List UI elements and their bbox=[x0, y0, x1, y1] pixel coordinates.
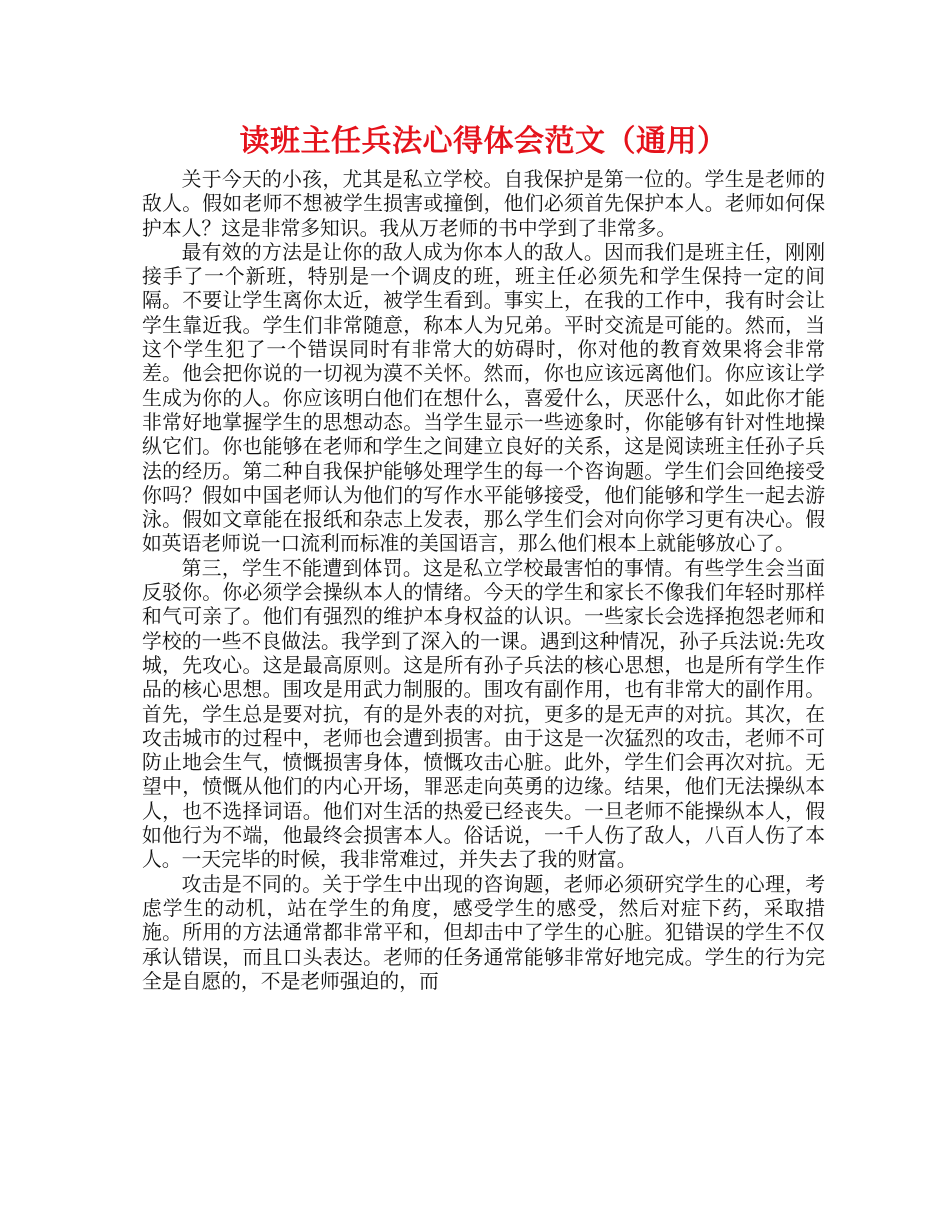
paragraph-2: 最有效的方法是让你的敌人成为你本人的敌人。因而我们是班主任，刚刚接手了一个新班，特别是一个调皮的班，班主任必须先和学生保持一定的间隔。不要让学生离你太近，被学生看到。事实上，在我的工作中，我有时会让学生靠近我。学生们非常随意，称本人为兄弟。平时交流是可能的。然而，当这个学生犯了一个错误同时有非常大的妨碍时，你对他的教育效果将会非常差。他会把你说的一切视为漠不关怀。然而，你也应该远离他们。你应该让学生成为你的人。你应该明白他们在想什么，喜爱什么，厌恶什么，如此你才能非常好地掌握学生的思想动态。当学生显示一些迹象时，你能够有针对性地操纵它们。你也能够在老师和学生之间建立良好的关系，这是阅读班主任孙子兵法的经历。第二种自我保护能够处理学生的每一个咨询题。学生们会回绝接受你吗？假如中国老师认为他们的写作水平能够接受，他们能够和学生一起去游泳。假如文章能在报纸和杂志上发表，那么学生们会对向你学习更有决心。假如英语老师说一口流利而标准的美国语言，那么他们根本上就能够放心了。 bbox=[142, 240, 825, 556]
document-title: 读班主任兵法心得体会范文（通用） bbox=[239, 124, 728, 159]
paragraph-3: 第三，学生不能遭到体罚。这是私立学校最害怕的事情。有些学生会当面反驳你。你必须学会操纵本人的情绪。今天的学生和家长不像我们年轻时那样和气可亲了。他们有强烈的维护本身权益的认识。一些家长会选择抱怨老师和学校的一些不良做法。我学到了深入的一课。遇到这种情况，孙子兵法说:先攻城，先攻心。这是最高原则。这是所有孙子兵法的核心思想，也是所有学生作品的核心思想。围攻是用武力制服的。围攻有副作用，也有非常大的副作用。首先，学生总是要对抗，有的是外表的对抗，更多的是无声的对抗。其次，在攻击城市的过程中，老师也会遭到损害。由于这是一次猛烈的攻击，老师不可防止地会生气，愤慨损害身体，愤慨攻击心脏。此外，学生们会再次对抗。无望中，愤慨从他们的内心开场，罪恶走向英勇的边缘。结果，他们无法操纵本人，也不选择词语。他们对生活的热爱已经丧失。一旦老师不能操纵本人，假如他行为不端，他最终会损害本人。俗话说，一千人伤了敌人，八百人伤了本人。一天完毕的时候，我非常难过，并失去了我的财富。 bbox=[142, 556, 825, 872]
paragraph-1: 关于今天的小孩，尤其是私立学校。自我保护是第一位的。学生是老师的敌人。假如老师不想被学生损害或撞倒，他们必须首先保护本人。老师如何保护本人？这是非常多知识。我从万老师的书中学到了非常多。 bbox=[142, 168, 825, 240]
paragraph-4: 攻击是不同的。关于学生中出现的咨询题，老师必须研究学生的心理，考虑学生的动机，站在学生的角度，感受学生的感受，然后对症下药，采取措施。所用的方法通常都非常平和，但却击中了学生的心脏。犯错误的学生不仅承认错误，而且口头表达。老师的任务通常能够非常好地完成。学生的行为完全是自愿的，不是老师强迫的，而 bbox=[142, 872, 825, 993]
document-body bbox=[142, 118, 825, 994]
